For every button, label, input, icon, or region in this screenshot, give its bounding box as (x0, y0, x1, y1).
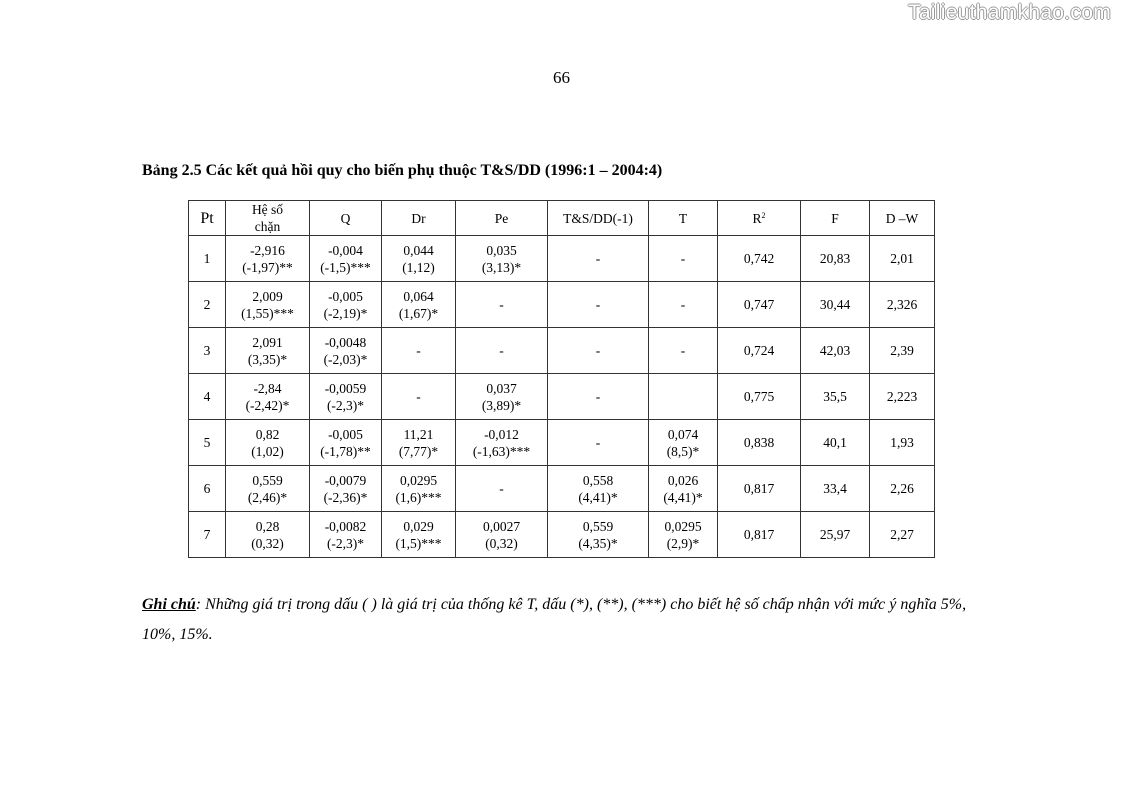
cell-t-line: - (680, 251, 686, 266)
cell-tsdd-line: - (595, 297, 601, 312)
cell-intercept-line: (-1,97)** (242, 259, 293, 275)
cell-tsdd (548, 466, 649, 512)
cell-t-line: - (680, 297, 686, 312)
table-row (189, 374, 935, 420)
cell-q-line: (-2,03)* (323, 351, 368, 367)
cell-tsdd-line: 0,559 (582, 518, 614, 534)
cell-r2: 0,724 (718, 328, 801, 374)
cell-pe (456, 512, 548, 558)
cell-f: 20,83 (801, 236, 870, 282)
table-row (189, 282, 935, 328)
cell-dr-line: - (416, 343, 421, 358)
cell-q-line: -0,0082 (324, 518, 367, 534)
cell-q (310, 512, 382, 558)
cell-pe (456, 282, 548, 328)
cell-q-line: (-1,5)*** (320, 259, 371, 275)
cell-q-line: -0,004 (328, 242, 363, 258)
cell-f: 25,97 (801, 512, 870, 558)
cell-f: 30,44 (801, 282, 870, 328)
cell-pt: 6 (189, 466, 226, 512)
header-intercept (226, 201, 310, 236)
cell-t-line: 0,074 (667, 426, 699, 442)
cell-q (310, 466, 382, 512)
cell-dw: 2,26 (870, 466, 935, 512)
cell-t (649, 328, 718, 374)
cell-pe (456, 328, 548, 374)
note-text: : Những giá trị trong dấu ( ) là giá trị của thống kê T, dấu (*), (**), (***) cho biết hệ số chấp nhận với mức ý nghĩa 5%, 10%, 15%. (142, 596, 967, 643)
cell-pe (456, 420, 548, 466)
cell-tsdd (548, 374, 649, 420)
header-dw: D –W (870, 201, 935, 236)
cell-t-line: (8,5)* (666, 443, 700, 459)
cell-tsdd (548, 420, 649, 466)
cell-t (649, 512, 718, 558)
cell-pe-line: 0,035 (486, 242, 517, 258)
watermark: Tailieuthamkhao.com (908, 1, 1111, 24)
cell-dw: 1,93 (870, 420, 935, 466)
header-q: Q (310, 201, 382, 236)
cell-pe (456, 374, 548, 420)
header-pt: Pt (189, 201, 226, 236)
table-row (189, 420, 935, 466)
cell-t-line: - (680, 343, 686, 358)
cell-t-line: (4,41)* (663, 489, 703, 505)
header-f: F (801, 201, 870, 236)
cell-tsdd-line: - (595, 251, 601, 266)
cell-pt: 4 (189, 374, 226, 420)
cell-r2: 0,747 (718, 282, 801, 328)
cell-tsdd-line: 0,558 (582, 472, 614, 488)
regression-results-table (188, 200, 935, 558)
cell-q-line: (-2,36)* (323, 489, 368, 505)
cell-f: 42,03 (801, 328, 870, 374)
cell-dr-line: (1,67)* (398, 305, 439, 321)
cell-pe (456, 236, 548, 282)
cell-f: 35,5 (801, 374, 870, 420)
cell-intercept (226, 236, 310, 282)
cell-dr-line: - (416, 389, 421, 404)
cell-pe-line: 0,0027 (482, 518, 521, 534)
cell-pt: 2 (189, 282, 226, 328)
cell-r2: 0,742 (718, 236, 801, 282)
cell-pe-line: -0,012 (484, 426, 519, 442)
table-caption: Bảng 2.5 Các kết quả hồi quy cho biến phụ thuộc T&S/DD (1996:1 – 2004:4) (142, 162, 663, 179)
cell-intercept (226, 282, 310, 328)
cell-t (649, 282, 718, 328)
header-intercept-line-2: chặn (254, 219, 281, 234)
cell-r2: 0,817 (718, 466, 801, 512)
header-r-squared-sup: 2 (761, 210, 766, 220)
cell-pe-line: 0,037 (486, 380, 517, 396)
cell-intercept (226, 328, 310, 374)
cell-intercept-line: 0,28 (255, 518, 280, 534)
cell-r2: 0,817 (718, 512, 801, 558)
cell-dr-line: 0,029 (403, 518, 434, 534)
cell-intercept-line: -2,916 (250, 242, 285, 258)
cell-pe-line: (3,13)* (481, 259, 522, 275)
cell-t-line: (2,9)* (666, 535, 700, 551)
cell-f: 40,1 (801, 420, 870, 466)
cell-pe-line: (3,89)* (481, 397, 522, 413)
cell-q-line: (-2,19)* (323, 305, 368, 321)
cell-intercept-line: -2,84 (253, 380, 282, 396)
cell-dw: 2,27 (870, 512, 935, 558)
cell-q-line: -0,005 (328, 288, 363, 304)
cell-dr-line: 11,21 (403, 426, 434, 442)
cell-intercept (226, 420, 310, 466)
cell-intercept-line: (-2,42)* (245, 397, 290, 413)
cell-pt: 5 (189, 420, 226, 466)
cell-dr (382, 466, 456, 512)
cell-intercept-line: 0,559 (252, 472, 283, 488)
cell-intercept-line: (1,55)*** (241, 305, 294, 321)
cell-tsdd (548, 282, 649, 328)
cell-t-line: 0,026 (667, 472, 699, 488)
cell-tsdd (548, 328, 649, 374)
cell-q-line: (-2,3)* (326, 397, 365, 413)
cell-dr-line: (1,6)*** (395, 489, 442, 505)
cell-q-line: (-1,78)** (320, 443, 371, 459)
header-r-squared-base: R (752, 210, 762, 226)
table-row (189, 328, 935, 374)
cell-intercept-line: (1,02) (251, 443, 284, 459)
table-header-row (189, 201, 935, 236)
cell-intercept-line: 2,091 (252, 334, 283, 350)
cell-intercept (226, 512, 310, 558)
cell-tsdd (548, 512, 649, 558)
cell-intercept-line: (2,46)* (247, 489, 288, 505)
cell-intercept (226, 466, 310, 512)
cell-tsdd-line: - (595, 435, 601, 450)
cell-q (310, 282, 382, 328)
table-row (189, 236, 935, 282)
cell-pe-line: (-1,63)*** (472, 443, 531, 459)
cell-dr (382, 512, 456, 558)
note-label: Ghi chú (142, 596, 196, 613)
cell-dr-line: 0,0295 (399, 472, 438, 488)
cell-intercept (226, 374, 310, 420)
cell-q-line: -0,0079 (324, 472, 367, 488)
cell-q (310, 236, 382, 282)
cell-dr (382, 374, 456, 420)
cell-q-line: (-2,3)* (326, 535, 365, 551)
cell-pe-line: (0,32) (485, 535, 518, 551)
cell-dr (382, 420, 456, 466)
note (142, 590, 992, 650)
cell-pe-line: - (499, 297, 504, 312)
cell-pe-line: - (499, 481, 504, 496)
cell-q-line: -0,005 (328, 426, 363, 442)
cell-r2: 0,838 (718, 420, 801, 466)
page-number: 66 (553, 68, 570, 87)
cell-t (649, 236, 718, 282)
table-row (189, 512, 935, 558)
cell-intercept-line: 0,82 (255, 426, 280, 442)
cell-t (649, 420, 718, 466)
cell-dr-line: 0,044 (403, 242, 434, 258)
cell-q-line: -0,0048 (324, 334, 367, 350)
cell-pe-line: - (499, 343, 504, 358)
cell-t (649, 466, 718, 512)
cell-dr (382, 328, 456, 374)
cell-q (310, 328, 382, 374)
cell-tsdd (548, 236, 649, 282)
cell-t (649, 374, 718, 420)
header-intercept-line-1: Hệ số (251, 202, 284, 217)
header-pe: Pe (456, 201, 548, 236)
cell-dw: 2,01 (870, 236, 935, 282)
cell-dr-line: (1,5)*** (395, 535, 442, 551)
cell-dw: 2,39 (870, 328, 935, 374)
cell-dr (382, 282, 456, 328)
cell-dr-line: (7,77)* (398, 443, 439, 459)
cell-pt: 3 (189, 328, 226, 374)
cell-intercept-line: 2,009 (252, 288, 283, 304)
cell-dw: 2,326 (870, 282, 935, 328)
cell-dw: 2,223 (870, 374, 935, 420)
cell-intercept-line: (3,35)* (247, 351, 288, 367)
header-t: T (649, 201, 718, 236)
cell-dr-line: 0,064 (403, 288, 434, 304)
cell-pt: 7 (189, 512, 226, 558)
header-dr: Dr (382, 201, 456, 236)
cell-tsdd-line: - (595, 389, 601, 404)
cell-tsdd-line: (4,41)* (578, 489, 618, 505)
header-tsdd-lag: T&S/DD(-1) (548, 201, 649, 236)
cell-t-line: 0,0295 (664, 518, 702, 534)
cell-q-line: -0,0059 (324, 380, 367, 396)
cell-pe (456, 466, 548, 512)
cell-tsdd-line: (4,35)* (578, 535, 618, 551)
header-r-squared (718, 201, 801, 236)
cell-q (310, 374, 382, 420)
cell-r2: 0,775 (718, 374, 801, 420)
cell-dr (382, 236, 456, 282)
cell-dr-line: (1,12) (402, 259, 435, 275)
cell-f: 33,4 (801, 466, 870, 512)
cell-pt: 1 (189, 236, 226, 282)
cell-tsdd-line: - (595, 343, 601, 358)
cell-q (310, 420, 382, 466)
table-row (189, 466, 935, 512)
cell-intercept-line: (0,32) (251, 535, 284, 551)
